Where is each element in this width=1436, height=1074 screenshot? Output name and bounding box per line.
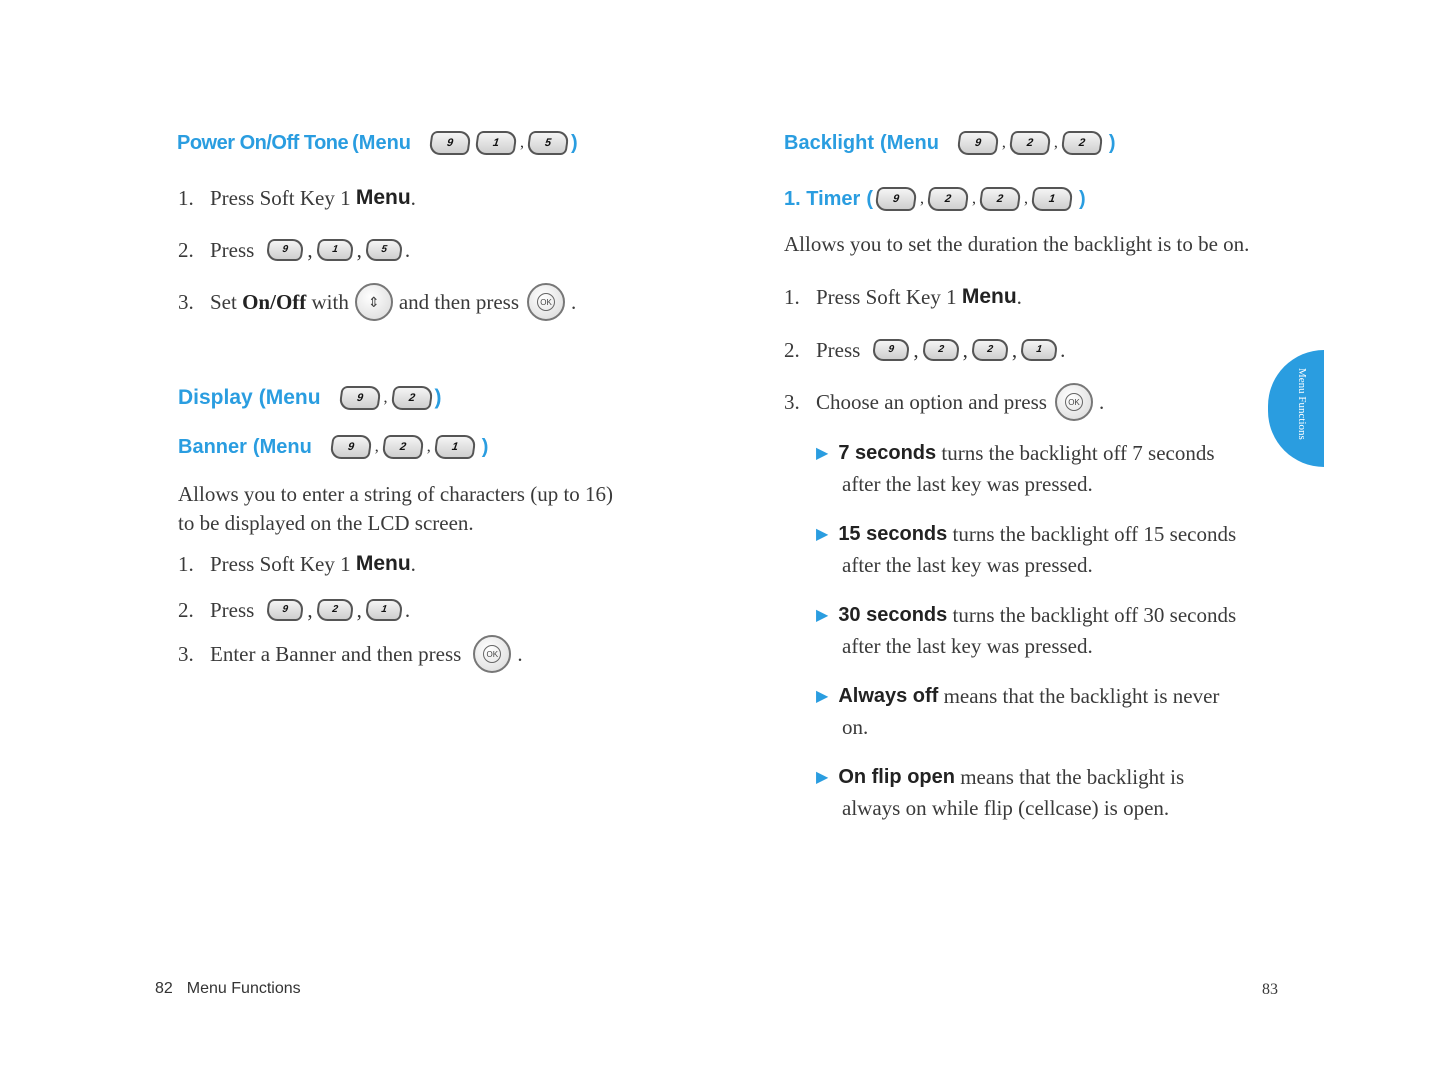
- triangle-bullet-icon: ▶: [816, 688, 829, 705]
- close-paren: ): [434, 386, 442, 409]
- power-step-1: [178, 183, 416, 213]
- page-number: 82: [155, 980, 173, 997]
- key-2-icon: 2: [390, 386, 433, 410]
- option-text: means that the backlight is: [954, 764, 1185, 789]
- ok-label: OK: [1065, 393, 1083, 411]
- key-1-icon: 1: [433, 435, 476, 459]
- step-text: Press: [210, 237, 255, 262]
- key-1-icon: 1: [315, 239, 354, 261]
- key-1-icon: 1: [364, 599, 403, 621]
- close-paren: ): [1108, 131, 1116, 154]
- step-end: .: [410, 551, 416, 576]
- option-label: Always off: [838, 684, 939, 707]
- timer-step-1: [784, 282, 1022, 312]
- option-label: On flip open: [838, 765, 955, 788]
- step-end: .: [1098, 389, 1105, 414]
- step-text-tail: and then press: [398, 289, 519, 314]
- banner-step-2: 2. Press 9 , 2 , 1 .: [178, 597, 411, 622]
- option-text: turns the backlight off 7 seconds: [936, 440, 1215, 465]
- option-item: [816, 519, 1266, 581]
- power-step-2: 2. Press 9 , 1 , 5 .: [178, 237, 411, 262]
- step-number: 1.: [784, 284, 800, 309]
- step-number: 3.: [784, 389, 800, 414]
- option-text: turns the backlight off 30 seconds: [947, 602, 1237, 627]
- key-2-icon: 2: [381, 435, 424, 459]
- key-2-icon: 2: [315, 599, 354, 621]
- key-9-icon: 9: [266, 599, 305, 621]
- step-end: .: [1016, 284, 1022, 309]
- option-text-line2: on.: [842, 715, 869, 739]
- banner-step-1: [178, 549, 416, 579]
- menu-prefix: (Menu: [352, 131, 412, 154]
- step-number: 2.: [784, 337, 800, 362]
- triangle-bullet-icon: ▶: [816, 445, 829, 462]
- power-tone-heading: Power On/Off Tone (Menu 9 1 , 5 ): [177, 131, 578, 154]
- ok-key-icon: [527, 283, 565, 321]
- option-text: means that the backlight is never: [938, 683, 1220, 708]
- menu-label: Menu: [355, 186, 411, 209]
- key-2-icon: 2: [921, 339, 960, 361]
- step-number: 2.: [178, 237, 194, 262]
- key-9-icon: 9: [329, 435, 372, 459]
- step-text: Press Soft Key 1: [210, 185, 356, 210]
- menu-prefix: (Menu: [258, 386, 321, 409]
- step-text: Press Soft Key 1: [816, 284, 962, 309]
- left-footer: [155, 980, 301, 998]
- step-text: Press: [816, 337, 861, 362]
- triangle-bullet-icon: ▶: [816, 607, 829, 624]
- timer-step-2: 2. Press 9 , 2 , 2 , 1 .: [784, 337, 1066, 362]
- option-label: 30 seconds: [838, 603, 948, 626]
- on-off-label: On/Off: [242, 289, 307, 314]
- ok-label: OK: [483, 645, 501, 663]
- option-item: [816, 762, 1266, 824]
- key-9-icon: 9: [428, 131, 471, 155]
- step-end: .: [404, 237, 411, 262]
- key-2-icon: 2: [978, 187, 1021, 211]
- option-text-line2: after the last key was pressed.: [842, 634, 1093, 658]
- key-2-icon: 2: [1060, 131, 1103, 155]
- step-number: 2.: [178, 597, 194, 622]
- power-step-3: [178, 282, 576, 322]
- option-item: [816, 681, 1266, 743]
- step-end: .: [404, 597, 411, 622]
- step-number: 3.: [178, 289, 194, 314]
- timer-options: [816, 438, 1266, 824]
- option-text-line2: after the last key was pressed.: [842, 472, 1093, 496]
- key-9-icon: 9: [266, 239, 305, 261]
- step-text: Press: [210, 597, 255, 622]
- banner-step-3: [178, 634, 523, 674]
- backlight-title: Backlight: [784, 131, 875, 154]
- ok-label: OK: [537, 293, 555, 311]
- menu-prefix: (Menu: [252, 435, 312, 458]
- right-page-number: 83: [1262, 981, 1278, 998]
- step-end: .: [571, 289, 577, 314]
- timer-heading: 1. Timer ( 9 , 2 , 2 , 1 ): [784, 187, 1086, 210]
- close-paren: ): [571, 131, 578, 154]
- timer-description: Allows you to set the duration the backlight is to be on.: [784, 232, 1250, 256]
- step-end: .: [410, 185, 416, 210]
- option-label: 15 seconds: [838, 522, 948, 545]
- option-item: [816, 438, 1266, 500]
- step-text: Set: [210, 289, 243, 314]
- menu-label: Menu: [961, 285, 1017, 308]
- step-text: Enter a Banner and then press: [210, 641, 462, 666]
- key-5-icon: 5: [364, 239, 403, 261]
- display-title: Display: [178, 386, 253, 409]
- key-9-icon: 9: [872, 339, 911, 361]
- step-end: .: [1060, 337, 1066, 362]
- key-1-icon: 1: [1030, 187, 1073, 211]
- desc-line: to be displayed on the LCD screen.: [178, 511, 474, 535]
- step-number: 1.: [178, 551, 194, 576]
- key-9-icon: 9: [956, 131, 999, 155]
- close-paren: ): [1079, 187, 1086, 210]
- menu-prefix: (Menu: [880, 131, 939, 154]
- step-number: 1.: [178, 185, 194, 210]
- option-text-line2: always on while flip (cellcase) is open.: [842, 796, 1170, 820]
- desc-line: Allows you to enter a string of characters (up to 16): [178, 482, 614, 506]
- key-2-icon: 2: [926, 187, 969, 211]
- step-number: 3.: [178, 641, 194, 666]
- navigation-key-icon: ⇕: [355, 283, 393, 321]
- ok-key-icon: [473, 635, 511, 673]
- option-text-line2: after the last key was pressed.: [842, 553, 1093, 577]
- banner-heading: Banner (Menu 9 , 2 , 1 ): [178, 435, 489, 458]
- step-end: .: [517, 641, 523, 666]
- option-text: turns the backlight off 15 seconds: [947, 521, 1237, 546]
- option-label: 7 seconds: [838, 441, 937, 464]
- key-1-icon: 1: [474, 131, 517, 155]
- key-9-icon: 9: [338, 386, 381, 410]
- key-1-icon: 1: [1020, 339, 1059, 361]
- banner-title: Banner: [178, 435, 247, 458]
- display-heading: Display (Menu 9 , 2 ): [178, 386, 442, 409]
- step-text: Choose an option and press: [816, 389, 1047, 414]
- step-text: Press Soft Key 1: [210, 551, 356, 576]
- banner-description: [178, 480, 613, 538]
- key-5-icon: 5: [526, 131, 569, 155]
- key-2-icon: 2: [970, 339, 1009, 361]
- timer-step-3: [784, 382, 1104, 422]
- step-text-mid: with: [306, 289, 349, 314]
- power-tone-title: Power On/Off Tone: [177, 131, 349, 154]
- section-name: Menu Functions: [186, 980, 301, 997]
- timer-title: 1. Timer: [784, 187, 861, 210]
- option-item: [816, 600, 1266, 662]
- triangle-bullet-icon: ▶: [816, 769, 829, 786]
- key-2-icon: 2: [1008, 131, 1051, 155]
- menu-label: Menu: [355, 552, 411, 575]
- triangle-bullet-icon: ▶: [816, 526, 829, 543]
- side-tab-label: Menu Functions: [1296, 368, 1308, 440]
- close-paren: ): [481, 435, 489, 458]
- open-paren: (: [866, 187, 874, 210]
- backlight-heading: Backlight (Menu 9 , 2 , 2 ): [784, 131, 1116, 154]
- ok-key-icon: [1055, 383, 1093, 421]
- key-9-icon: 9: [874, 187, 917, 211]
